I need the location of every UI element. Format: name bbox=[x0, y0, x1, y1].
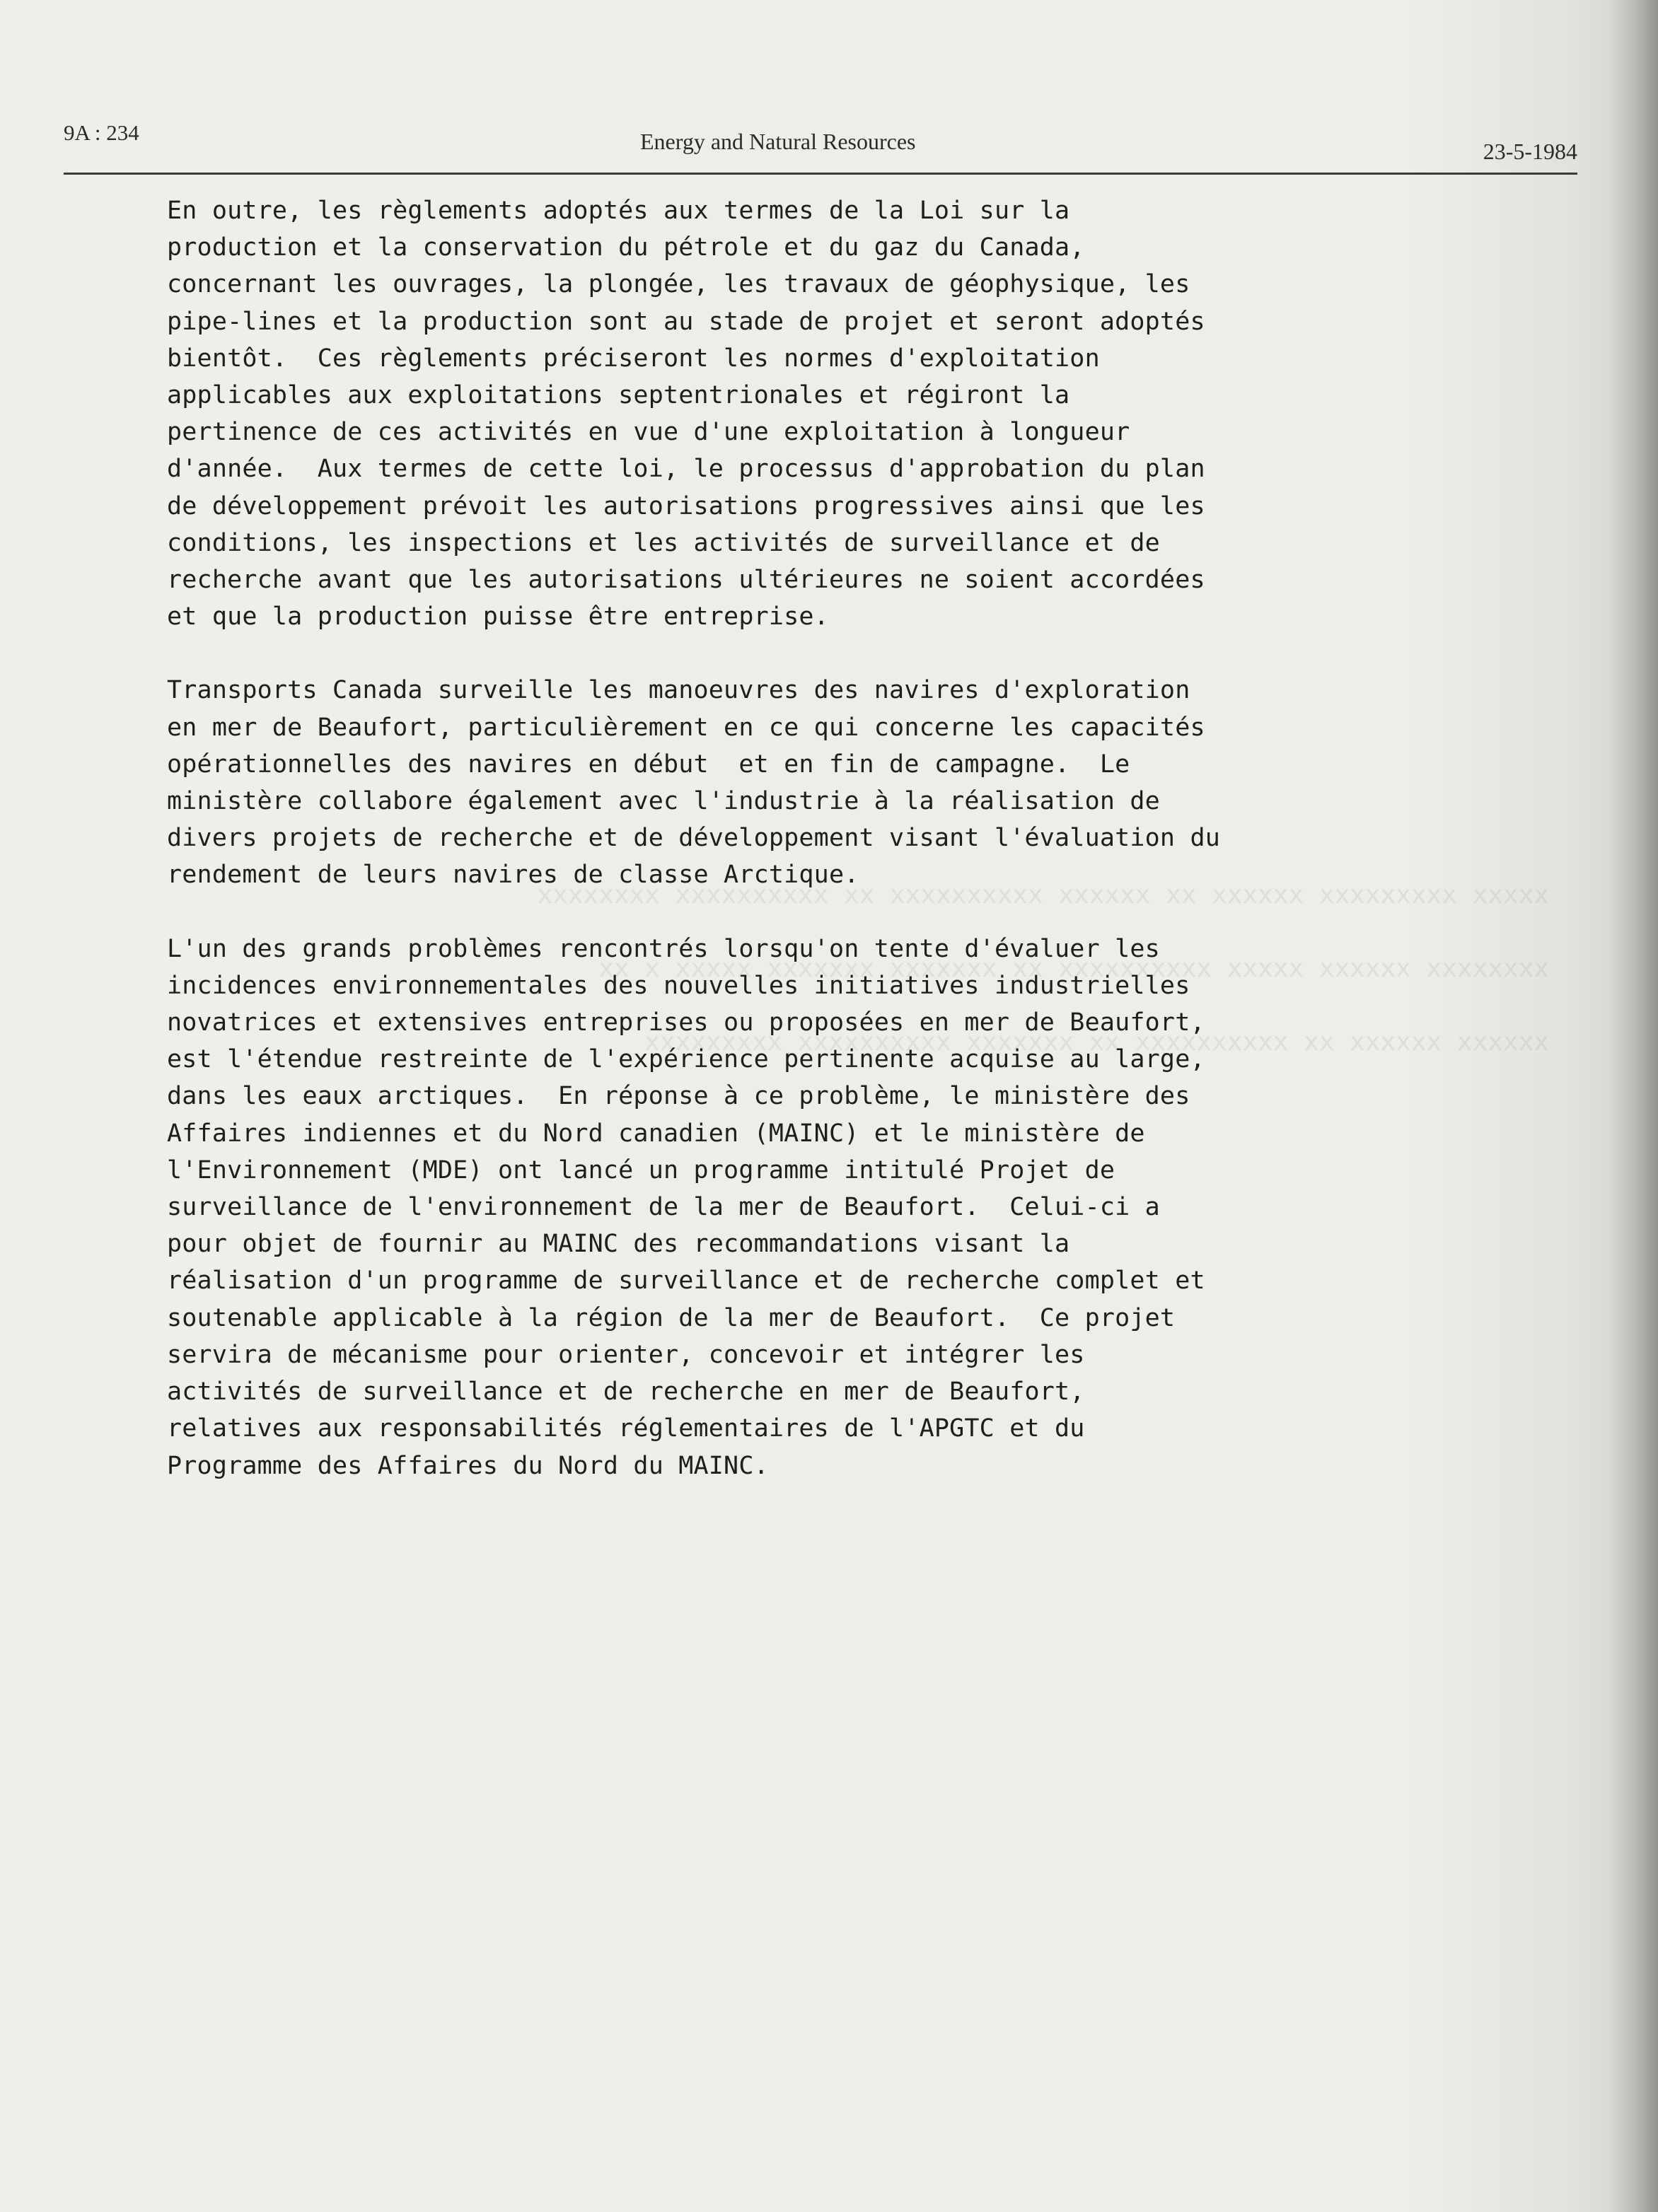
text-line: L'un des grands problèmes rencontrés lorsqu'on tente d'évaluer les bbox=[167, 934, 1160, 963]
text-line: d'année. Aux termes de cette loi, le processus d'approbation du plan bbox=[167, 455, 1205, 484]
text-line: Programme des Affaires du Nord du MAINC. bbox=[167, 1451, 769, 1480]
body-text bbox=[167, 192, 1483, 1521]
header-rule bbox=[64, 173, 1577, 175]
text-line: et que la production puisse être entreprise. bbox=[167, 603, 829, 631]
text-line: de développement prévoit les autorisations progressives ainsi que les bbox=[167, 491, 1205, 520]
paragraph-transport-canada bbox=[167, 672, 1483, 893]
text-line: Affaires indiennes et du Nord canadien (MAINC) et le ministère de bbox=[167, 1119, 1145, 1148]
text-line: incidences environnementales des nouvelles initiatives industrielles bbox=[167, 971, 1190, 1000]
text-line: concernant les ouvrages, la plongée, les travaux de géophysique, les bbox=[167, 270, 1190, 299]
text-line: recherche avant que les autorisations ultérieures ne soient accordées bbox=[167, 566, 1205, 595]
text-line: servira de mécanisme pour orienter, concevoir et intégrer les bbox=[167, 1340, 1085, 1369]
text-line: soutenable applicable à la région de la mer de Beaufort. Ce projet bbox=[167, 1303, 1176, 1332]
text-line: pertinence de ces activités en vue d'une exploitation à longueur bbox=[167, 418, 1130, 447]
text-line: conditions, les inspections et les activités de surveillance et de bbox=[167, 528, 1160, 557]
paragraph-regulations bbox=[167, 192, 1483, 635]
page-folio: 9A : 234 bbox=[64, 120, 139, 145]
running-title: Energy and Natural Resources bbox=[640, 129, 916, 154]
text-line: En outre, les règlements adoptés aux termes de la Loi sur la bbox=[167, 197, 1070, 225]
binding-shadow bbox=[1608, 0, 1658, 2212]
text-line: l'Environnement (MDE) ont lancé un programme intitulé Projet de bbox=[167, 1156, 1115, 1184]
text-line: ministère collabore également avec l'industrie à la réalisation de bbox=[167, 787, 1160, 816]
text-line: dans les eaux arctiques. En réponse à ce problème, le ministère des bbox=[167, 1082, 1190, 1111]
text-line: activités de surveillance et de recherche en mer de Beaufort, bbox=[167, 1378, 1085, 1407]
text-line: est l'étendue restreinte de l'expérience pertinente acquise au large, bbox=[167, 1045, 1205, 1074]
text-line: relatives aux responsabilités réglementaires de l'APGTC et du bbox=[167, 1414, 1085, 1443]
text-line: en mer de Beaufort, particulièrement en ce qui concerne les capacités bbox=[167, 713, 1205, 742]
text-line: production et la conservation du pétrole et du gaz du Canada, bbox=[167, 233, 1085, 262]
text-line: Transports Canada surveille les manoeuvres des navires d'exploration bbox=[167, 676, 1190, 705]
text-line: pour objet de fournir au MAINC des recommandations visant la bbox=[167, 1230, 1070, 1259]
page-header bbox=[64, 120, 1577, 177]
show-through-texture: xxxxx xxxxxxxxx xxxxxx xx xxxxxx xxxxxxxxxx xx xxxxxxxxxx xxxxxxxx xxxxxxxx xxxxxx xxxxx xxxxxxxxxx xx xxxxxxx xxxxxxx xxxxx x xx xxxxxx xxxxxx xx xxxxxxxxxx xx xxxxxxx xxxxxxxxxx xxxxxxxxx bbox=[537, 880, 1549, 1056]
text-line: applicables aux exploitations septentrionales et régiront la bbox=[167, 381, 1070, 410]
text-line: rendement de leurs navires de classe Arctique. bbox=[167, 861, 859, 890]
text-line: pipe-lines et la production sont au stade de projet et seront adoptés bbox=[167, 307, 1205, 336]
text-line: bientôt. Ces règlements préciseront les normes d'exploitation bbox=[167, 344, 1100, 373]
text-line: divers projets de recherche et de développement visant l'évaluation du bbox=[167, 824, 1221, 853]
text-line: opérationnelles des navires en début et en fin de campagne. Le bbox=[167, 750, 1130, 779]
header-date: 23-5-1984 bbox=[1483, 139, 1577, 164]
text-line: surveillance de l'environnement de la mer de Beaufort. Celui-ci a bbox=[167, 1193, 1160, 1222]
paragraph-environment-monitoring bbox=[167, 931, 1483, 1484]
text-line: novatrices et extensives entreprises ou proposées en mer de Beaufort, bbox=[167, 1008, 1205, 1037]
text-line: réalisation d'un programme de surveillance et de recherche complet et bbox=[167, 1267, 1205, 1296]
